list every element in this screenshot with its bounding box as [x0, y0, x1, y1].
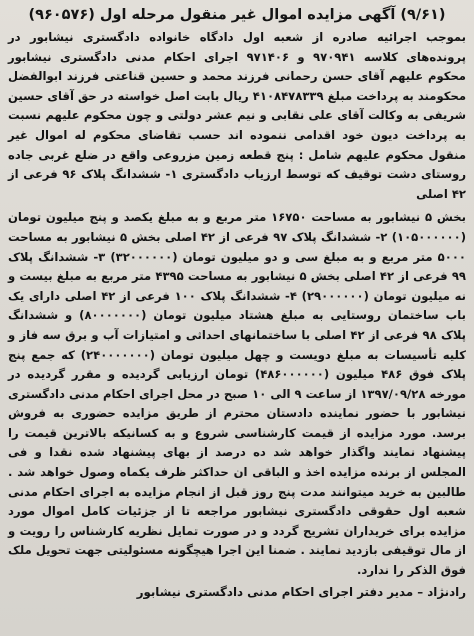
notice-paragraph-1: بموجب اجرائیه صادره از شعبه اول دادگاه خانواده دادگستری نیشابور در پرونده‌های کلاسه ۹۷۰۹۴۱ و ۹۷۱۴۰۶ اجرای احکام مدنی دادگستری نیشابور محکوم علیهم آقای حسن رحمانی فرزند محمد و حسین قناعتی فرزند ابوالفضل محکومند به پرداخت مبلغ ۴۱۰۸۴۷۸۳۳۹ ریال بابت اصل خواسته در حق آقای حسین شریفی به وکالت آقای علی نقابی و نیم عشر دولتی و چون محکوم علیهم نسبت به پرداخت دیون خود اقدامی ننموده اند حسب تقاضای محکوم له اموال غیر منقول محکوم علیهم شامل : پنج قطعه زمین مزروعی واقع در ضلع غربی جاده روستای دشت توقیف که توسط ارزیاب دادگستری ۱- ششدانگ پلاک ۹۶ فرعی از ۴۲ اصلی	[8, 30, 467, 201]
notice-paragraph-2: بخش ۵ نیشابور به مساحت ۱۶۷۵۰ متر مربع و به مبلغ یکصد و پنج میلیون تومان (۱۰۵۰۰۰۰۰۰) ۲- ششدانگ پلاک ۹۷ فرعی از ۴۲ اصلی بخش ۵ نیشابور به مساحت ۵۰۰۰ متر مربع و به مبلغ سی و دو میلیون تومان (۳۲۰۰۰۰۰۰) ۳- ششدانگ پلاک ۹۹ فرعی از ۴۲ اصلی بخش ۵ نیشابور به مساحت ۴۳۹۵ متر مربع به مبلغ بیست و نه میلیون تومان (۲۹۰۰۰۰۰۰) ۴- ششدانگ پلاک ۱۰۰ فرعی از ۴۲ اصلی دارای یک باب ساختمان روستایی به مبلغ هشتاد میلیون تومان (۸۰۰۰۰۰۰۰) و ششدانگ پلاک ۹۸ فرعی از ۴۲ اصلی با ساختمانهای احداثی و امتیازات آب و برق سه فاز و کلیه تأسیسات به مبلغ دویست و چهل میلیون تومان (۲۴۰۰۰۰۰۰۰) که جمع پنج پلاک فوق ۴۸۶ میلیون (۴۸۶۰۰۰۰۰۰) تومان ارزیابی گردیده و مقرر گردیده در مورخه ۱۳۹۷/۰۹/۲۸ از ساعت ۹ الی ۱۰ صبح در محل اجرای احکام مدنی دادگستری نیشابور با حضور نماینده دادستان محترم از طریق مزایده حضوری به فروش برسد. مورد مزایده از قیمت کارشناسی شروع و به کسانیکه بالاترین قیمت را پیشنهاد نمایند واگذار خواهد شد ده درصد از بهای پیشنهاد شده نقدا و فی المجلس از برنده مزایده اخذ و الباقی ان حداکثر ظرف یکماه وصول خواهد شد . طالبین به خرید میتوانند مدت پنج روز قبل از انجام مزایده به اجرای احکام مدنی شعبه اول حقوقی دادگستری نیشابور مراجعه تا از جزئیات کامل اموال مورد مزایده برای خریداران تشریح گردد و در صورت تمایل نظریه کارشناس را رویت و از مال توقیفی بازدید نمایند . ضمنا این اجرا هیچگونه مسئولیتی جهت تحویل ملک فوق الذکر را ندارد.	[8, 210, 467, 578]
notice-signature: رادنژاد – مدیر دفتر اجرای احکام مدنی دادگستری نیشابور	[136, 584, 466, 599]
notice-title: (۹/۶۱) آگهی مزایده اموال غیر منقول مرحله اول (۹۶۰۵۷۶)	[28, 7, 446, 23]
